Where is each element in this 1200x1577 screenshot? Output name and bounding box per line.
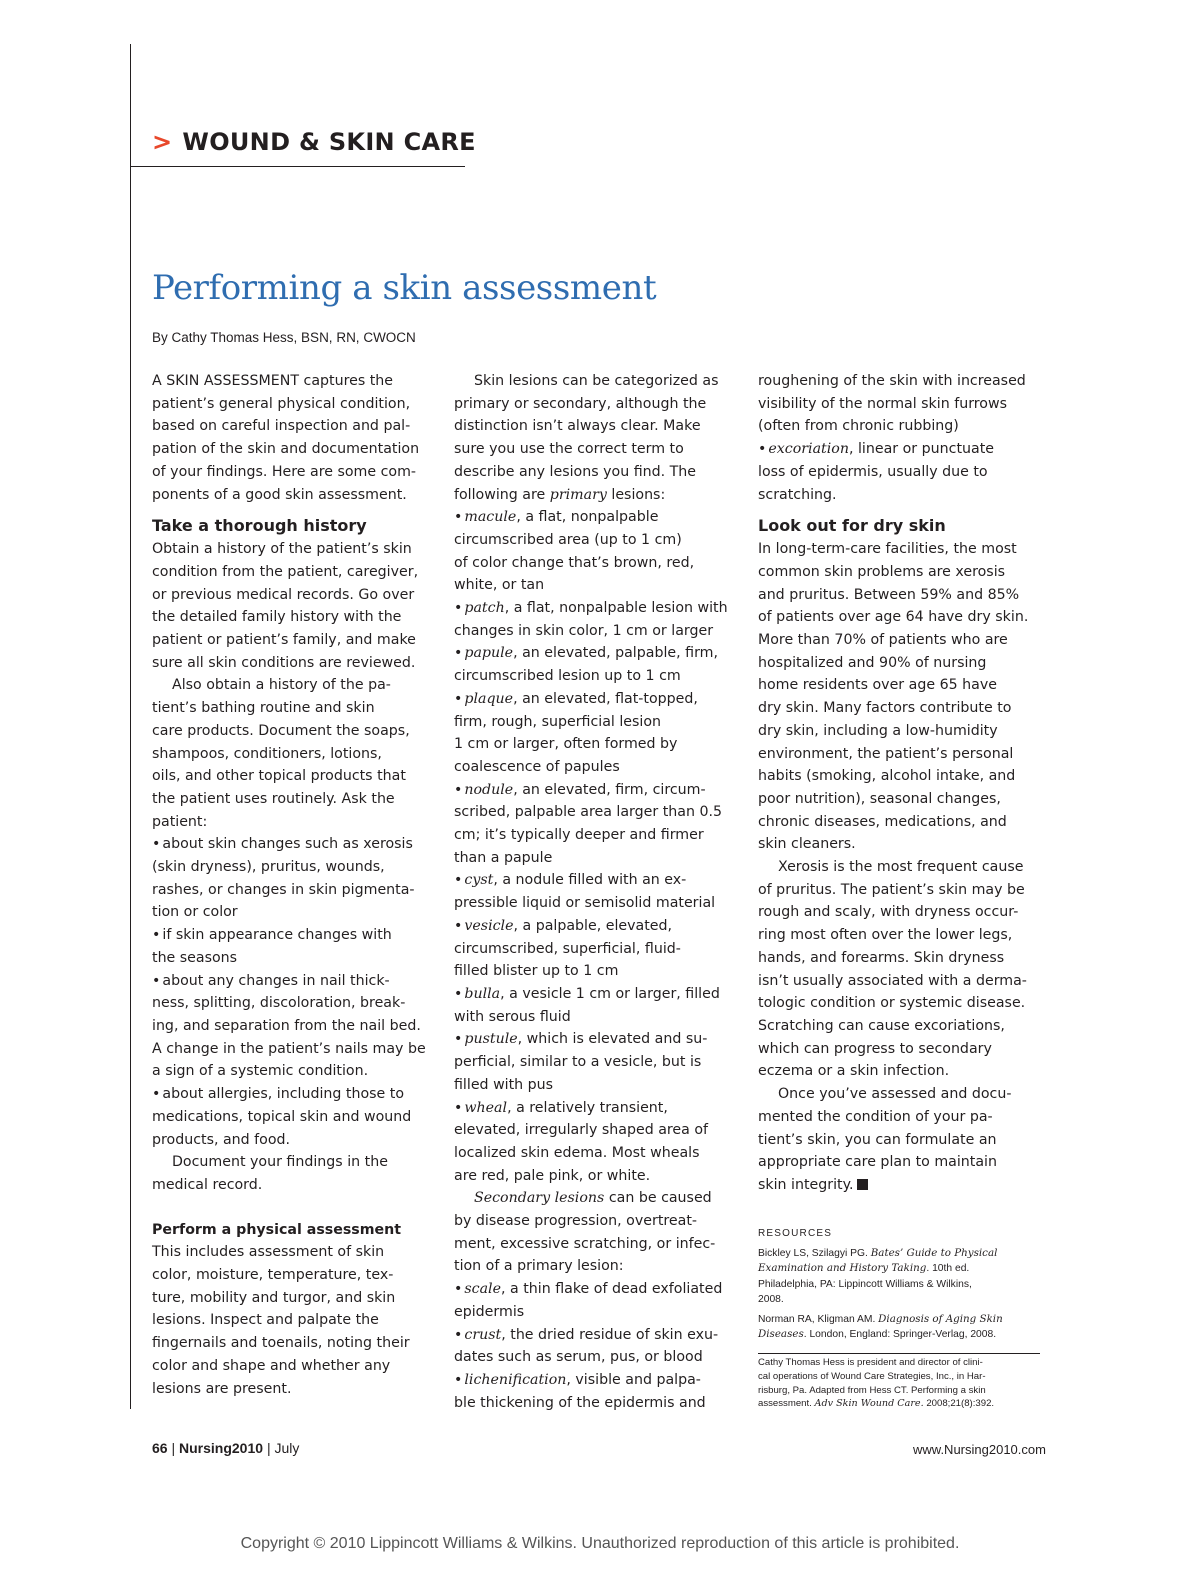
text-line: are red, pale pink, or white.: [454, 1167, 651, 1184]
bio-line: cal operations of Wound Care Strategies, Inc., in Har-: [758, 1370, 986, 1382]
bio-line: risburg, Pa. Adapted from Hess CT. Performing a skin: [758, 1384, 986, 1396]
lesion-item: [454, 1369, 744, 1414]
text-line: coalescence of papules: [454, 758, 620, 775]
text-line: condition from the patient, caregiver,: [152, 563, 419, 580]
text-line: which can progress to secondary: [758, 1040, 992, 1057]
text-line: chronic diseases, medications, and: [758, 813, 1007, 830]
article-title: Performing a skin assessment: [152, 268, 657, 308]
text-line: medical record.: [152, 1176, 263, 1193]
bio-line: assessment.: [758, 1398, 815, 1410]
end-mark-icon: [857, 1179, 868, 1190]
reference-2: [758, 1312, 1003, 1343]
text-line: environment, the patient’s personal: [758, 745, 1014, 762]
journal-url: www.Nursing2010.com: [913, 1442, 1046, 1457]
text-line: scratching.: [758, 486, 837, 503]
text-line: of color change that’s brown, red,: [454, 554, 695, 571]
paragraph: [454, 370, 744, 506]
text-line: , an elevated, flat-topped,: [513, 690, 698, 707]
text-line: Also obtain a history of the pa-: [172, 677, 391, 694]
column-3: [758, 370, 1048, 1197]
text-line: , a thin flake of dead exfoliated: [501, 1281, 723, 1298]
header-rule: [130, 166, 465, 167]
bullet-icon: •: [152, 1086, 161, 1103]
paragraph: [758, 856, 1048, 1083]
text-line: , an elevated, palpable, firm,: [513, 645, 718, 662]
text-line: (often from chronic rubbing): [758, 418, 959, 435]
lesion-item: [454, 869, 744, 914]
text-line: , an elevated, firm, circum-: [513, 781, 706, 798]
text-line: Obtain a history of the patient’s skin: [152, 541, 412, 558]
text-line: white, or tan: [454, 577, 545, 594]
footer-separator: |: [266, 1440, 271, 1456]
text-line: roughening of the skin with increased: [758, 373, 1026, 389]
text-line: ture, mobility and turgor, and skin: [152, 1289, 396, 1306]
text-line: sure you use the correct term to: [454, 441, 684, 458]
text-line: dry skin. Many factors contribute to: [758, 700, 1012, 717]
text-line: can be caused: [604, 1190, 712, 1207]
text-line: eczema or a skin infection.: [758, 1063, 950, 1080]
text-line: changes in skin color, 1 cm or larger: [454, 622, 714, 639]
text-line: rough and scaly, with dryness occur-: [758, 904, 1019, 921]
bullet-item: [152, 924, 452, 969]
emphasis: Secondary lesions: [474, 1190, 605, 1207]
text-line: Xerosis is the most frequent cause: [778, 859, 1024, 876]
text-line: tient’s skin, you can formulate an: [758, 1131, 997, 1148]
lesion-item: [758, 438, 1048, 506]
footer-separator: |: [171, 1440, 176, 1456]
issue-month: July: [274, 1440, 300, 1456]
bullet-icon: •: [454, 781, 463, 798]
bullet-icon: •: [152, 836, 161, 853]
lesion-term: patch: [464, 600, 505, 617]
text-line: appropriate care plan to maintain: [758, 1154, 997, 1171]
text-line: with serous fluid: [454, 1008, 571, 1025]
text-line: fingernails and toenails, noting their: [152, 1335, 410, 1352]
bullet-icon: •: [454, 509, 463, 526]
journal-name: Nursing2010: [179, 1440, 264, 1456]
lesion-item: [454, 983, 744, 1028]
text-line: circumscribed area (up to 1 cm): [454, 531, 682, 548]
text-line: , a relatively transient,: [507, 1099, 668, 1116]
text-line: of your findings. Here are some com-: [152, 463, 417, 480]
text-line: Once you’ve assessed and docu-: [778, 1086, 1012, 1103]
text-line: pation of the skin and documentation: [152, 441, 420, 458]
text-line: tion of a primary lesion:: [454, 1258, 624, 1275]
lesion-item: [454, 506, 744, 597]
text-line: More than 70% of patients who are: [758, 632, 1008, 649]
text-line: lesions are present.: [152, 1380, 292, 1397]
emphasis: primary: [549, 486, 607, 503]
lesion-item: [454, 688, 744, 779]
text-line: circumscribed lesion up to 1 cm: [454, 668, 681, 685]
bio-rule: [758, 1353, 1040, 1354]
paragraph: [152, 674, 452, 833]
ref-title: Diseases: [758, 1328, 804, 1341]
ref-title: Bates’ Guide to Physical: [870, 1247, 998, 1259]
bio-journal: Adv Skin Wound Care.: [814, 1398, 924, 1410]
bullet-icon: •: [454, 690, 463, 707]
text-line: cm; it’s typically deeper and firmer: [454, 827, 704, 844]
subhead-dry-skin: Look out for dry skin: [758, 516, 946, 536]
text-line: lesions. Inspect and palpate the: [152, 1312, 379, 1329]
lesion-term: macule: [464, 509, 517, 526]
bullet-icon: •: [454, 645, 463, 662]
text-line: of pruritus. The patient’s skin may be: [758, 881, 1025, 898]
text-line: patient’s general physical condition,: [152, 395, 411, 412]
paragraph: [758, 1083, 1048, 1197]
lesion-item: [454, 779, 744, 870]
text-line: pressible liquid or semisolid material: [454, 895, 716, 912]
bio-line: 2008;21(8):392.: [923, 1398, 995, 1410]
vertical-rule: [130, 44, 131, 1409]
column-2: [454, 370, 744, 1414]
paragraph: [152, 1241, 452, 1400]
intro-paragraph: [152, 370, 452, 506]
bullet-icon: •: [454, 917, 463, 934]
bullet-icon: •: [454, 1281, 463, 1298]
ref-text: Norman RA, Kligman AM.: [758, 1314, 879, 1325]
text-line: of patients over age 64 have dry skin.: [758, 609, 1029, 626]
text-line: by disease progression, overtreat-: [454, 1213, 698, 1230]
lesion-item: [454, 1324, 744, 1369]
ref-text: 2008.: [758, 1294, 784, 1306]
text-line: poor nutrition), seasonal changes,: [758, 790, 1001, 807]
text-line: the detailed family history with the: [152, 609, 402, 626]
text-line: filled with pus: [454, 1076, 554, 1093]
text-line: habits (smoking, alcohol intake, and: [758, 768, 1016, 785]
text-line: scribed, palpable area larger than 0.5: [454, 804, 723, 821]
text-line: common skin problems are xerosis: [758, 563, 1006, 580]
text-line: , a nodule filled with an ex-: [493, 872, 687, 889]
lesion-term: crust: [464, 1326, 502, 1343]
text-line: tologic condition or systemic disease.: [758, 995, 1026, 1012]
paragraph: [758, 538, 1048, 856]
lesion-term: papule: [464, 645, 514, 662]
text-line: distinction isn’t always clear. Make: [454, 418, 701, 435]
text-line: home residents over age 65 have: [758, 677, 997, 694]
text-line: ring most often over the lower legs,: [758, 927, 1013, 944]
text-line: medications, topical skin and wound: [152, 1108, 412, 1125]
text-line: hands, and forearms. Skin dryness: [758, 949, 1005, 966]
subhead-history: Take a thorough history: [152, 516, 367, 536]
text-line: lesions:: [606, 486, 666, 503]
text-line: and pruritus. Between 59% and 85%: [758, 586, 1020, 603]
bio-line: Cathy Thomas Hess is president and director of clini-: [758, 1357, 983, 1368]
text-line: , visible and palpa-: [566, 1371, 701, 1388]
text-line: ment, excessive scratching, or infec-: [454, 1235, 716, 1252]
text-line: circumscribed, superficial, fluid-: [454, 940, 681, 957]
paragraph: [152, 538, 452, 674]
bullet-item: [152, 970, 452, 1084]
bullet-icon: •: [454, 985, 463, 1002]
text-line: patient or patient’s family, and make: [152, 632, 416, 649]
text-line: based on careful inspection and pal-: [152, 418, 411, 435]
ref-text: Bickley LS, Szilagyi PG.: [758, 1248, 871, 1259]
text-line: Scratching can cause excoriations,: [758, 1017, 1005, 1034]
bullet-item: [152, 833, 452, 924]
text-line: loss of epidermis, usually due to: [758, 463, 988, 480]
lesion-item: [454, 1278, 744, 1323]
text-line: Skin lesions can be categorized as: [474, 373, 719, 389]
lesion-item: [454, 642, 744, 687]
text-line: skin integrity.: [758, 1176, 854, 1193]
text-line: color and shape and whether any: [152, 1357, 391, 1374]
text-line: ing, and separation from the nail bed.: [152, 1017, 421, 1034]
page-number: 66: [152, 1440, 168, 1456]
bullet-icon: •: [758, 441, 767, 458]
text-line: , a flat, nonpalpable: [516, 509, 659, 526]
text-line: firm, rough, superficial lesion: [454, 713, 662, 730]
bullet-icon: •: [152, 927, 161, 944]
lesion-item: [454, 915, 744, 983]
text-line: perficial, similar to a vesicle, but is: [454, 1054, 702, 1071]
ref-title: Diagnosis of Aging Skin: [878, 1313, 1003, 1325]
lesion-term: nodule: [464, 781, 514, 798]
bullet-icon: •: [454, 1371, 463, 1388]
text-line: elevated, irregularly shaped area of: [454, 1122, 709, 1139]
text-line: dry skin, including a low-humidity: [758, 722, 998, 739]
text-line: patient:: [152, 813, 208, 830]
text-line: color, moisture, temperature, tex-: [152, 1267, 394, 1283]
text-line: A SKIN ASSESSMENT captures the: [152, 373, 394, 389]
paragraph: [152, 1151, 452, 1196]
text-line: 1 cm or larger, often formed by: [454, 736, 678, 753]
text-line: shampoos, conditioners, lotions,: [152, 745, 382, 762]
text-line: rashes, or changes in skin pigmenta-: [152, 881, 415, 898]
text-line: about allergies, including those to: [162, 1086, 405, 1103]
text-line: mented the condition of your pa-: [758, 1108, 993, 1125]
text-line: Document your findings in the: [172, 1154, 388, 1171]
text-line: the patient uses routinely. Ask the: [152, 790, 395, 807]
text-line: visibility of the normal skin furrows: [758, 395, 1007, 412]
text-line: hospitalized and 90% of nursing: [758, 654, 987, 671]
text-line: ponents of a good skin assessment.: [152, 486, 407, 503]
text-line: skin cleaners.: [758, 836, 856, 853]
text-line: following are: [454, 486, 550, 503]
text-line: ness, splitting, discoloration, break-: [152, 995, 406, 1012]
text-line: products, and food.: [152, 1131, 291, 1148]
ref-text: . London, England: Springer-Verlag, 2008.: [803, 1329, 997, 1341]
bullet-icon: •: [454, 872, 463, 889]
text-line: tient’s bathing routine and skin: [152, 700, 375, 717]
text-line: the seasons: [152, 949, 238, 966]
ref-text: . 10th ed.: [926, 1263, 970, 1275]
section-arrow-icon: >: [152, 128, 173, 156]
bullet-icon: •: [152, 972, 161, 989]
text-line: if skin appearance changes with: [162, 927, 392, 944]
column-1: [152, 370, 452, 1400]
text-line: filled blister up to 1 cm: [454, 963, 619, 980]
text-line: tion or color: [152, 904, 238, 921]
text-line: sure all skin conditions are reviewed.: [152, 654, 416, 671]
lesion-term: wheal: [464, 1099, 508, 1116]
resources-heading: RESOURCES: [758, 1228, 833, 1239]
byline: By Cathy Thomas Hess, BSN, RN, CWOCN: [152, 330, 416, 345]
lesion-term: excoriation: [768, 441, 849, 458]
text-line: than a papule: [454, 849, 553, 866]
lesion-term: plaque: [464, 690, 514, 707]
text-line: , a palpable, elevated,: [513, 917, 673, 934]
lesion-term: vesicle: [464, 917, 514, 934]
lesion-term: scale: [464, 1281, 501, 1298]
ref-title: Examination and History Taking: [758, 1262, 927, 1275]
text-line: a sign of a systemic condition.: [152, 1063, 369, 1080]
copyright-notice: Copyright © 2010 Lippincott Williams & Wilkins. Unauthorized reproduction of this article is prohibited.: [240, 1535, 960, 1552]
section-header: [152, 128, 476, 156]
lesion-item: [454, 1028, 744, 1096]
text-line: or previous medical records. Go over: [152, 586, 415, 603]
text-line: primary or secondary, although the: [454, 395, 707, 412]
text-line: describe any lesions you find. The: [454, 463, 697, 480]
text-line: dates such as serum, pus, or blood: [454, 1349, 703, 1366]
text-line: (skin dryness), pruritus, wounds,: [152, 859, 385, 876]
lesion-term: cyst: [464, 872, 494, 889]
text-line: , a vesicle 1 cm or larger, filled: [500, 985, 720, 1002]
paragraph: [454, 1187, 744, 1278]
text-line: ble thickening of the epidermis and: [454, 1394, 706, 1411]
ref-text: Philadelphia, PA: Lippincott Williams & Wilkins,: [758, 1278, 972, 1290]
text-line: , linear or punctuate: [848, 441, 994, 458]
subhead-physical: Perform a physical assessment: [152, 1222, 402, 1239]
section-label: WOUND & SKIN CARE: [182, 128, 476, 156]
lesion-term: lichenification: [464, 1371, 567, 1388]
paragraph: [758, 370, 1048, 438]
text-line: , a flat, nonpalpable lesion with: [504, 600, 728, 617]
text-line: epidermis: [454, 1303, 525, 1320]
text-line: about skin changes such as xerosis: [162, 836, 413, 853]
bullet-icon: •: [454, 600, 463, 617]
text-line: , the dried residue of skin exu-: [501, 1326, 719, 1343]
text-line: isn’t usually associated with a derma-: [758, 972, 1027, 989]
lesion-term: bulla: [464, 985, 501, 1002]
bullet-icon: •: [454, 1326, 463, 1343]
bullet-item: [152, 1083, 452, 1151]
text-line: oils, and other topical products that: [152, 768, 406, 785]
text-line: , which is elevated and su-: [517, 1031, 708, 1048]
text-line: care products. Document the soaps,: [152, 722, 410, 739]
lesion-term: pustule: [464, 1031, 518, 1048]
text-line: A change in the patient’s nails may be: [152, 1040, 426, 1057]
bullet-icon: •: [454, 1099, 463, 1116]
text-line: This includes assessment of skin: [152, 1244, 385, 1261]
page-footer: [152, 1440, 299, 1456]
text-line: In long-term-care facilities, the most: [758, 541, 1017, 558]
bullet-icon: •: [454, 1031, 463, 1048]
lesion-item: [454, 597, 744, 642]
reference-1: [758, 1246, 997, 1308]
lesion-item: [454, 1097, 744, 1188]
author-bio: [758, 1356, 994, 1411]
text-line: about any changes in nail thick-: [162, 972, 390, 989]
text-line: localized skin edema. Most wheals: [454, 1144, 700, 1161]
